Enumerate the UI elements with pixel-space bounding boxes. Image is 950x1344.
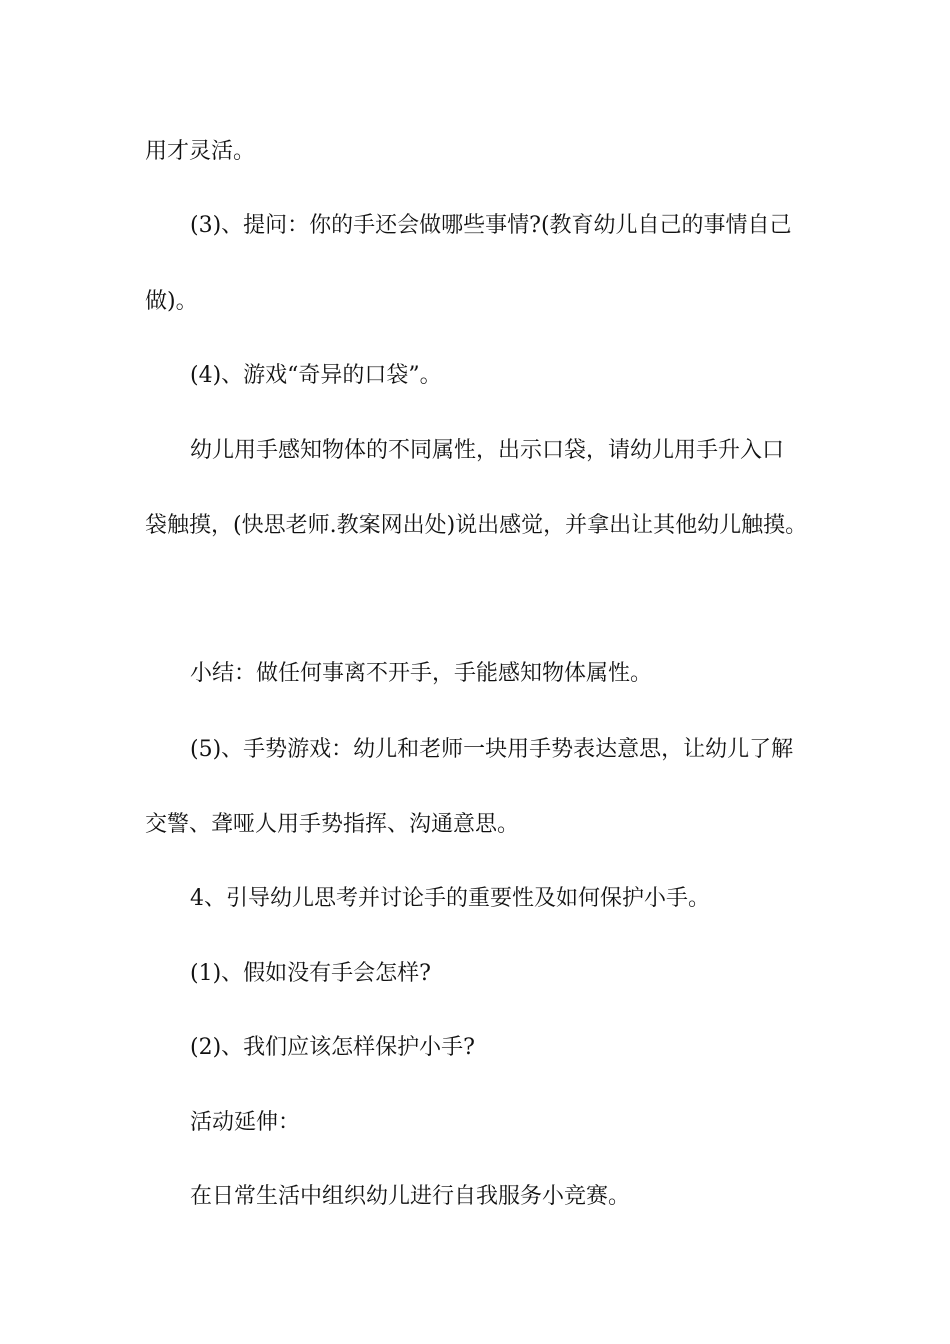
text-line-14: 在日常生活中组织幼儿进行自我服务小竞赛。	[190, 1184, 631, 1209]
text-line-1: 用才灵活。	[145, 139, 256, 164]
text-line-7: 小结：做任何事离不开手，手能感知物体属性。	[190, 661, 653, 686]
text-line-3: 做)。	[145, 289, 198, 314]
text-line-9: 交警、聋哑人用手势指挥、沟通意思。	[145, 812, 520, 837]
text-line-12: (2)、我们应该怎样保护小手?	[190, 1035, 475, 1060]
text-line-13: 活动延伸：	[190, 1110, 301, 1135]
text-line-6: 袋触摸，(快思老师.教案网出处)说出感觉，并拿出让其他幼儿触摸。	[145, 513, 808, 538]
text-line-11: (1)、假如没有手会怎样?	[190, 961, 431, 986]
text-line-10: 4、引导幼儿思考并讨论手的重要性及如何保护小手。	[190, 886, 710, 911]
text-line-5: 幼儿用手感知物体的不同属性，出示口袋，请幼儿用手升入口	[190, 438, 785, 463]
text-line-4: (4)、游戏“奇异的口袋”。	[190, 363, 442, 388]
text-line-8: (5)、手势游戏：幼儿和老师一块用手势表达意思，让幼儿了解	[190, 737, 794, 762]
text-line-2: (3)、提问：你的手还会做哪些事情?(教育幼儿自己的事情自己	[190, 213, 792, 238]
